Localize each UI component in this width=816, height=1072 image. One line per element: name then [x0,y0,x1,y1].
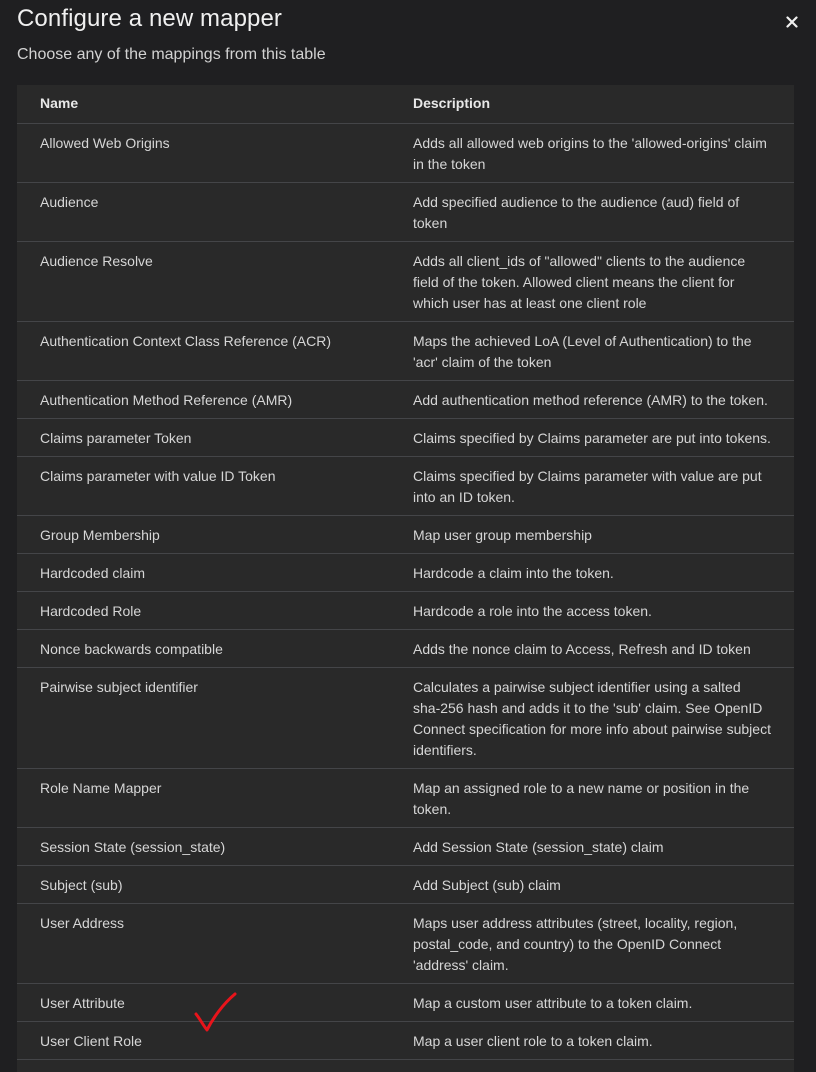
table-row[interactable] [17,381,794,419]
mapper-description-cell: Claims specified by Claims parameter are put into tokens. [390,419,794,457]
mappings-table [17,85,794,1060]
mapper-description-cell: Map a user client role to a token claim. [390,1022,794,1060]
mapper-description-cell: Hardcode a claim into the token. [390,554,794,592]
close-icon [786,16,798,28]
table-row[interactable] [17,866,794,904]
table-row[interactable] [17,592,794,630]
table-row[interactable] [17,769,794,828]
column-header-description: Description [390,85,794,124]
mapper-description-cell: Maps user address attributes (street, locality, region, postal_code, and country) to the OpenID Connect 'address' claim. [390,904,794,984]
mapper-description-cell: Map user group membership [390,516,794,554]
table-row[interactable] [17,984,794,1022]
table-row[interactable] [17,554,794,592]
mappings-table-container [17,85,794,1072]
mapper-description-cell: Maps the achieved LoA (Level of Authentication) to the 'acr' claim of the token [390,322,794,381]
mapper-description-cell: Map a custom user attribute to a token claim. [390,984,794,1022]
mapper-name-cell[interactable]: Hardcoded claim [17,554,390,592]
column-header-name: Name [17,85,390,124]
table-row[interactable] [17,904,794,984]
mapper-name-cell[interactable]: Audience [17,183,390,242]
table-row[interactable] [17,419,794,457]
table-row[interactable] [17,516,794,554]
mapper-name-cell[interactable]: Group Membership [17,516,390,554]
table-row[interactable] [17,668,794,769]
mapper-name-cell[interactable]: Subject (sub) [17,866,390,904]
mapper-description-cell: Add Session State (session_state) claim [390,828,794,866]
table-row[interactable] [17,124,794,183]
mapper-name-cell[interactable]: Nonce backwards compatible [17,630,390,668]
mapper-name-cell[interactable]: Session State (session_state) [17,828,390,866]
modal-title: Configure a new mapper [17,5,283,32]
mapper-name-cell[interactable]: Pairwise subject identifier [17,668,390,769]
table-row[interactable] [17,242,794,322]
mapper-name-cell[interactable]: Claims parameter with value ID Token [17,457,390,516]
table-row[interactable] [17,828,794,866]
mapper-name-cell[interactable]: Hardcoded Role [17,592,390,630]
mapper-description-cell: Adds all allowed web origins to the 'allowed-origins' claim in the token [390,124,794,183]
mapper-name-cell[interactable]: Authentication Context Class Reference (ACR) [17,322,390,381]
mapper-name-cell[interactable]: User Attribute [17,984,390,1022]
table-row[interactable] [17,183,794,242]
close-button[interactable] [782,12,802,32]
mapper-description-cell: Add specified audience to the audience (aud) field of token [390,183,794,242]
table-row[interactable] [17,1022,794,1060]
mapper-name-cell[interactable]: User Client Role [17,1022,390,1060]
mapper-name-cell[interactable]: Allowed Web Origins [17,124,390,183]
mapper-name-cell[interactable]: Authentication Method Reference (AMR) [17,381,390,419]
modal-subtitle: Choose any of the mappings from this table [17,46,326,63]
mapper-description-cell: Add authentication method reference (AMR) to the token. [390,381,794,419]
mapper-description-cell: Map an assigned role to a new name or position in the token. [390,769,794,828]
table-row[interactable] [17,457,794,516]
mapper-description-cell: Hardcode a role into the access token. [390,592,794,630]
mapper-description-cell: Add Subject (sub) claim [390,866,794,904]
mapper-name-cell[interactable]: Claims parameter Token [17,419,390,457]
mapper-name-cell[interactable]: User Address [17,904,390,984]
mapper-description-cell: Adds all client_ids of "allowed" clients to the audience field of the token. Allowed client means the client for which user has at least one client role [390,242,794,322]
mapper-description-cell: Adds the nonce claim to Access, Refresh and ID token [390,630,794,668]
table-row[interactable] [17,630,794,668]
mapper-description-cell: Claims specified by Claims parameter with value are put into an ID token. [390,457,794,516]
table-header-row [17,85,794,124]
mapper-description-cell: Calculates a pairwise subject identifier using a salted sha-256 hash and adds it to the 'sub' claim. See OpenID Connect specification for more info about pairwise subject identifiers. [390,668,794,769]
mapper-name-cell[interactable]: Role Name Mapper [17,769,390,828]
table-row[interactable] [17,322,794,381]
mapper-name-cell[interactable]: Audience Resolve [17,242,390,322]
